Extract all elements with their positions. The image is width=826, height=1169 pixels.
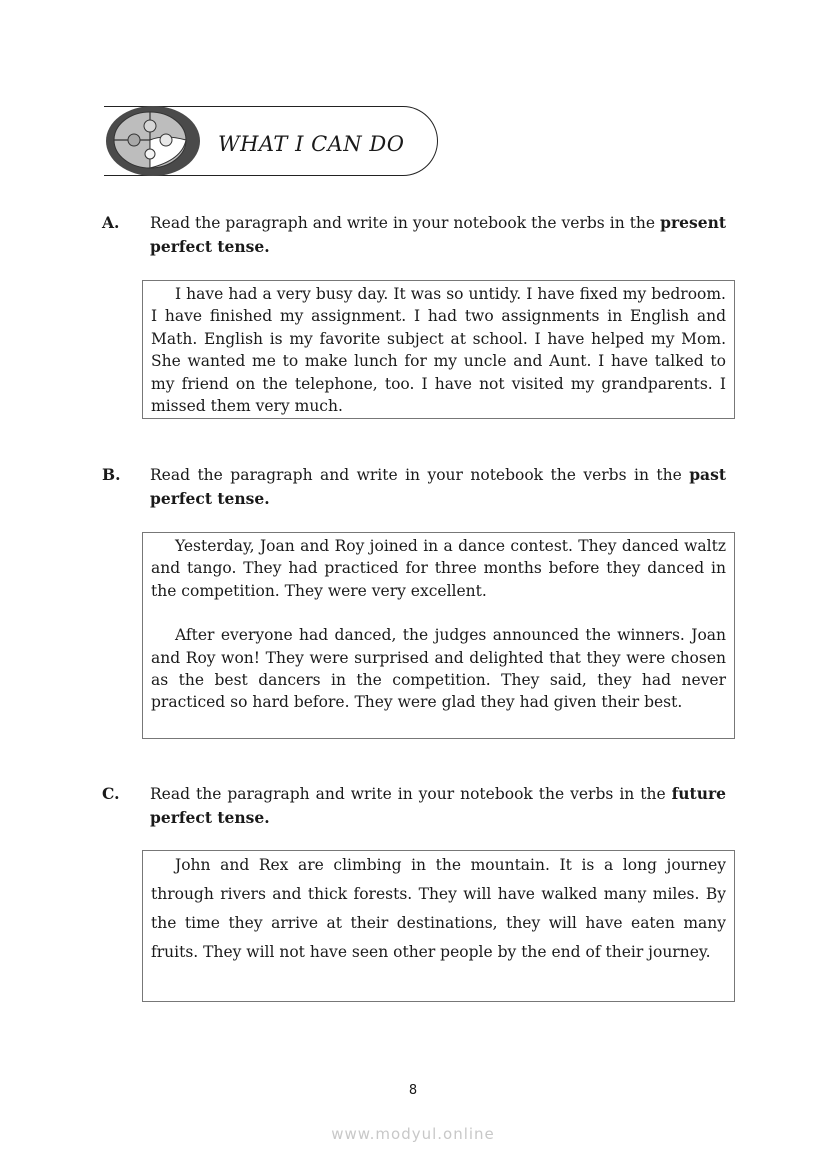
- paragraph-box-a: [142, 280, 735, 419]
- paragraph-box-b: [142, 532, 735, 739]
- instruction-text: Read the paragraph and write in your notebook the verbs in the: [150, 466, 690, 484]
- instruction-text: Read the paragraph and write in your notebook the verbs in the: [150, 785, 672, 803]
- tense-name: past perfect tense.: [150, 465, 726, 508]
- tense-name: future perfect tense.: [150, 784, 726, 827]
- section-letter: B.: [102, 465, 121, 484]
- section-letter: A.: [102, 213, 120, 232]
- section-b-instruction: [102, 463, 726, 511]
- section-a-instruction: [102, 211, 726, 259]
- paragraph: After everyone had danced, the judges announced the winners. Joan and Roy won! They were surprised and delighted that they were chosen as the best dancers in the competition. They said, they had never practiced so hard before. They were glad they had given their best.: [151, 626, 726, 712]
- instruction-text: Read the paragraph and write in your notebook the verbs in the: [150, 214, 661, 232]
- section-c-instruction: [102, 782, 726, 830]
- puzzle-icon: [104, 104, 202, 178]
- paragraph-box-c: [142, 850, 735, 1002]
- paragraph: Yesterday, Joan and Roy joined in a dance contest. They danced waltz and tango. They had practiced for three months before they danced in the competition. They were very excellent.: [151, 537, 726, 600]
- page-number: 8: [408, 1083, 418, 1098]
- tense-name: present perfect tense.: [150, 213, 726, 256]
- paragraph: I have had a very busy day. It was so untidy. I have fixed my bedroom. I have finished my assignment. I had two assignments in English and Math. English is my favorite subject at school. I have helped my Mom. She wanted me to make lunch for my uncle and Aunt. I have talked to my friend on the telephone, too. I have not visited my grandparents. I missed them very much.: [151, 285, 726, 416]
- watermark: www.modyul.online: [331, 1125, 495, 1143]
- section-letter: C.: [102, 784, 120, 803]
- paragraph: John and Rex are climbing in the mountain. It is a long journey through rivers and thick forests. They will have walked many miles. By the time they arrive at their destinations, they will have eaten many fruits. They will not have seen other people by the end of their journey.: [151, 856, 726, 961]
- page-title: WHAT I CAN DO: [218, 132, 405, 156]
